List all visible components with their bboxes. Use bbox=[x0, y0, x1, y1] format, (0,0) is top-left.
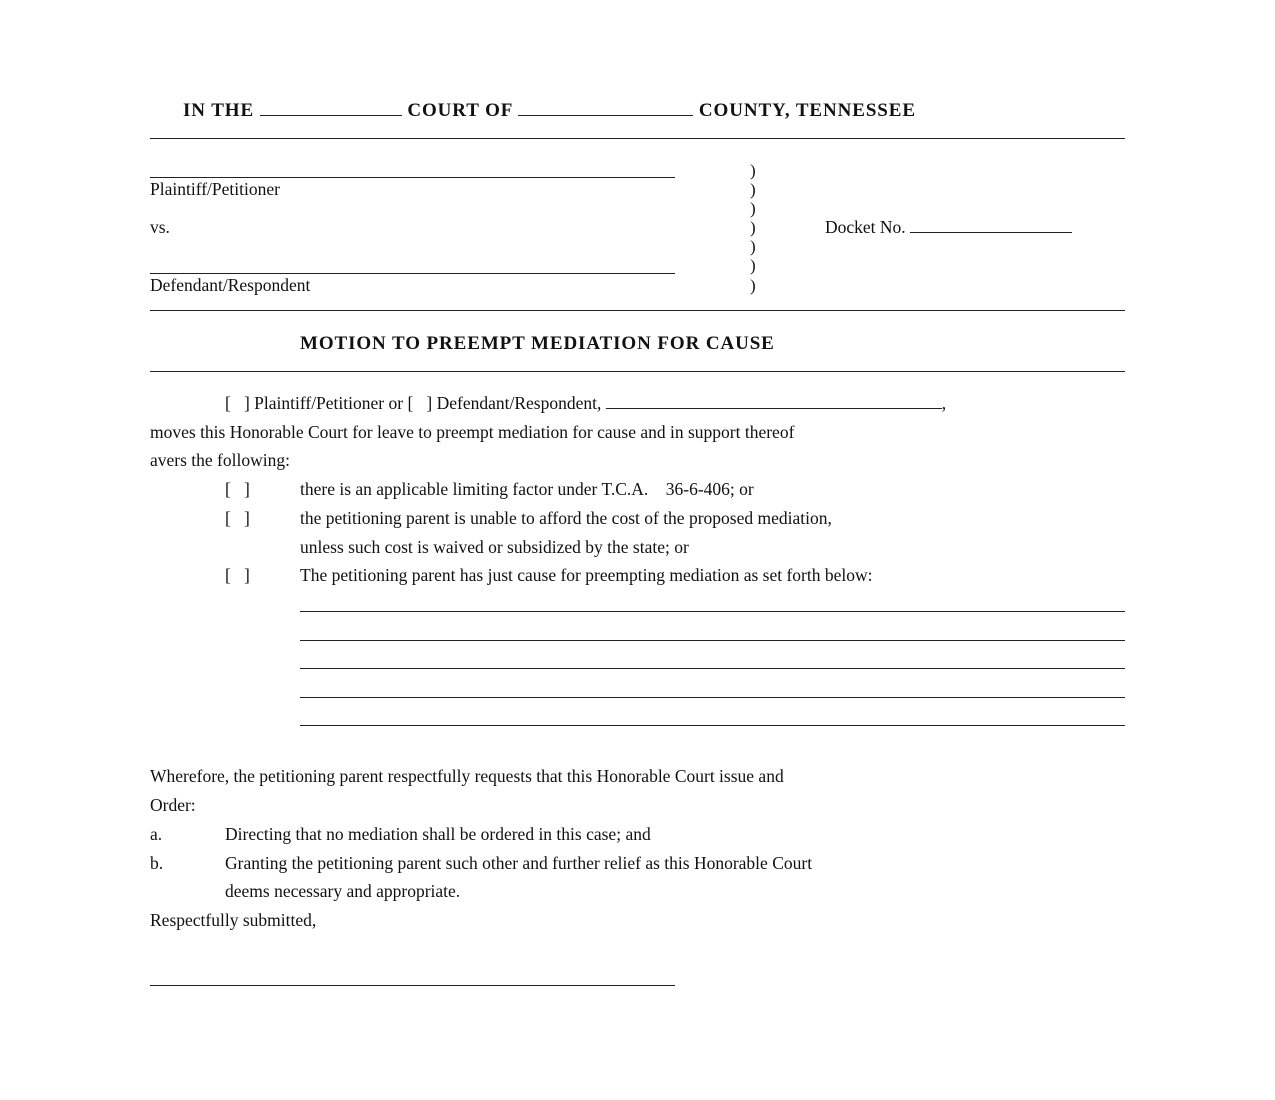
caption-paren: ) bbox=[750, 237, 756, 256]
caption-divider bbox=[150, 310, 1125, 311]
docket-field bbox=[825, 217, 1072, 238]
docket-label: Docket No. bbox=[825, 217, 906, 237]
caption-paren: ) bbox=[750, 218, 756, 237]
ground-text: there is an applicable limiting factor under T.C.A. 36-6-406; or bbox=[300, 479, 754, 499]
versus-label: vs. bbox=[150, 217, 170, 237]
cause-explanation-line[interactable] bbox=[300, 725, 1125, 726]
closing-text: Respectfully submitted, bbox=[150, 910, 317, 930]
ground-checkbox[interactable]: [ ] bbox=[225, 479, 250, 499]
moving-party-name-blank[interactable] bbox=[606, 407, 942, 409]
prayer-line-1: Wherefore, the petitioning parent respectfully requests that this Honorable Court issue and bbox=[150, 766, 784, 786]
heading-in-the: IN THE bbox=[183, 100, 255, 121]
caption-paren: ) bbox=[750, 256, 756, 275]
ground-text: the petitioning parent is unable to afford the cost of the proposed mediation, bbox=[300, 508, 832, 528]
motion-title: MOTION TO PREEMPT MEDIATION FOR CAUSE bbox=[300, 333, 775, 354]
plaintiff-checkbox[interactable]: [ ] bbox=[225, 393, 250, 413]
intro-line-2: moves this Honorable Court for leave to preempt mediation for cause and in support thereof bbox=[150, 422, 795, 442]
ground-text-continued: unless such cost is waived or subsidized by the state; or bbox=[300, 537, 689, 557]
docket-number-blank[interactable] bbox=[910, 231, 1072, 233]
party-plaintiff-text: Plaintiff/Petitioner or bbox=[254, 393, 404, 413]
defendant-label: Defendant/Respondent bbox=[150, 275, 311, 295]
trailing-comma: , bbox=[941, 393, 947, 413]
defendant-checkbox[interactable]: [ ] bbox=[407, 393, 433, 413]
heading-court-of: COURT OF bbox=[407, 100, 513, 121]
cause-explanation-line[interactable] bbox=[300, 611, 1125, 612]
plaintiff-name-blank[interactable] bbox=[150, 177, 675, 178]
relief-text-continued: deems necessary and appropriate. bbox=[225, 881, 461, 901]
relief-text: Directing that no mediation shall be ordered in this case; and bbox=[225, 824, 651, 844]
heading-county-state: COUNTY, TENNESSEE bbox=[698, 100, 916, 121]
plaintiff-label: Plaintiff/Petitioner bbox=[150, 179, 280, 199]
party-defendant-text: Defendant/Respondent, bbox=[436, 393, 602, 413]
cause-explanation-line[interactable] bbox=[300, 697, 1125, 698]
caption-paren: ) bbox=[750, 199, 756, 218]
defendant-name-blank[interactable] bbox=[150, 273, 675, 274]
header-divider bbox=[150, 138, 1125, 139]
prayer-line-2: Order: bbox=[150, 795, 196, 815]
intro-line-3: avers the following: bbox=[150, 450, 290, 470]
relief-letter: a. bbox=[150, 824, 163, 844]
cause-explanation-line[interactable] bbox=[300, 640, 1125, 641]
relief-text: Granting the petitioning parent such other and further relief as this Honorable Court bbox=[225, 853, 813, 873]
signature-line[interactable] bbox=[150, 985, 675, 986]
caption-paren: ) bbox=[750, 180, 756, 199]
court-name-blank[interactable] bbox=[260, 114, 402, 116]
cause-explanation-line[interactable] bbox=[300, 668, 1125, 669]
court-heading bbox=[183, 100, 916, 122]
caption-paren: ) bbox=[750, 276, 756, 295]
relief-letter: b. bbox=[150, 853, 164, 873]
county-name-blank[interactable] bbox=[518, 114, 693, 116]
ground-checkbox[interactable]: [ ] bbox=[225, 565, 250, 585]
caption-paren: ) bbox=[750, 161, 756, 180]
ground-text: The petitioning parent has just cause for preempting mediation as set forth below: bbox=[300, 565, 873, 585]
intro-line-1 bbox=[225, 393, 946, 414]
ground-checkbox[interactable]: [ ] bbox=[225, 508, 250, 528]
title-divider bbox=[150, 371, 1125, 372]
